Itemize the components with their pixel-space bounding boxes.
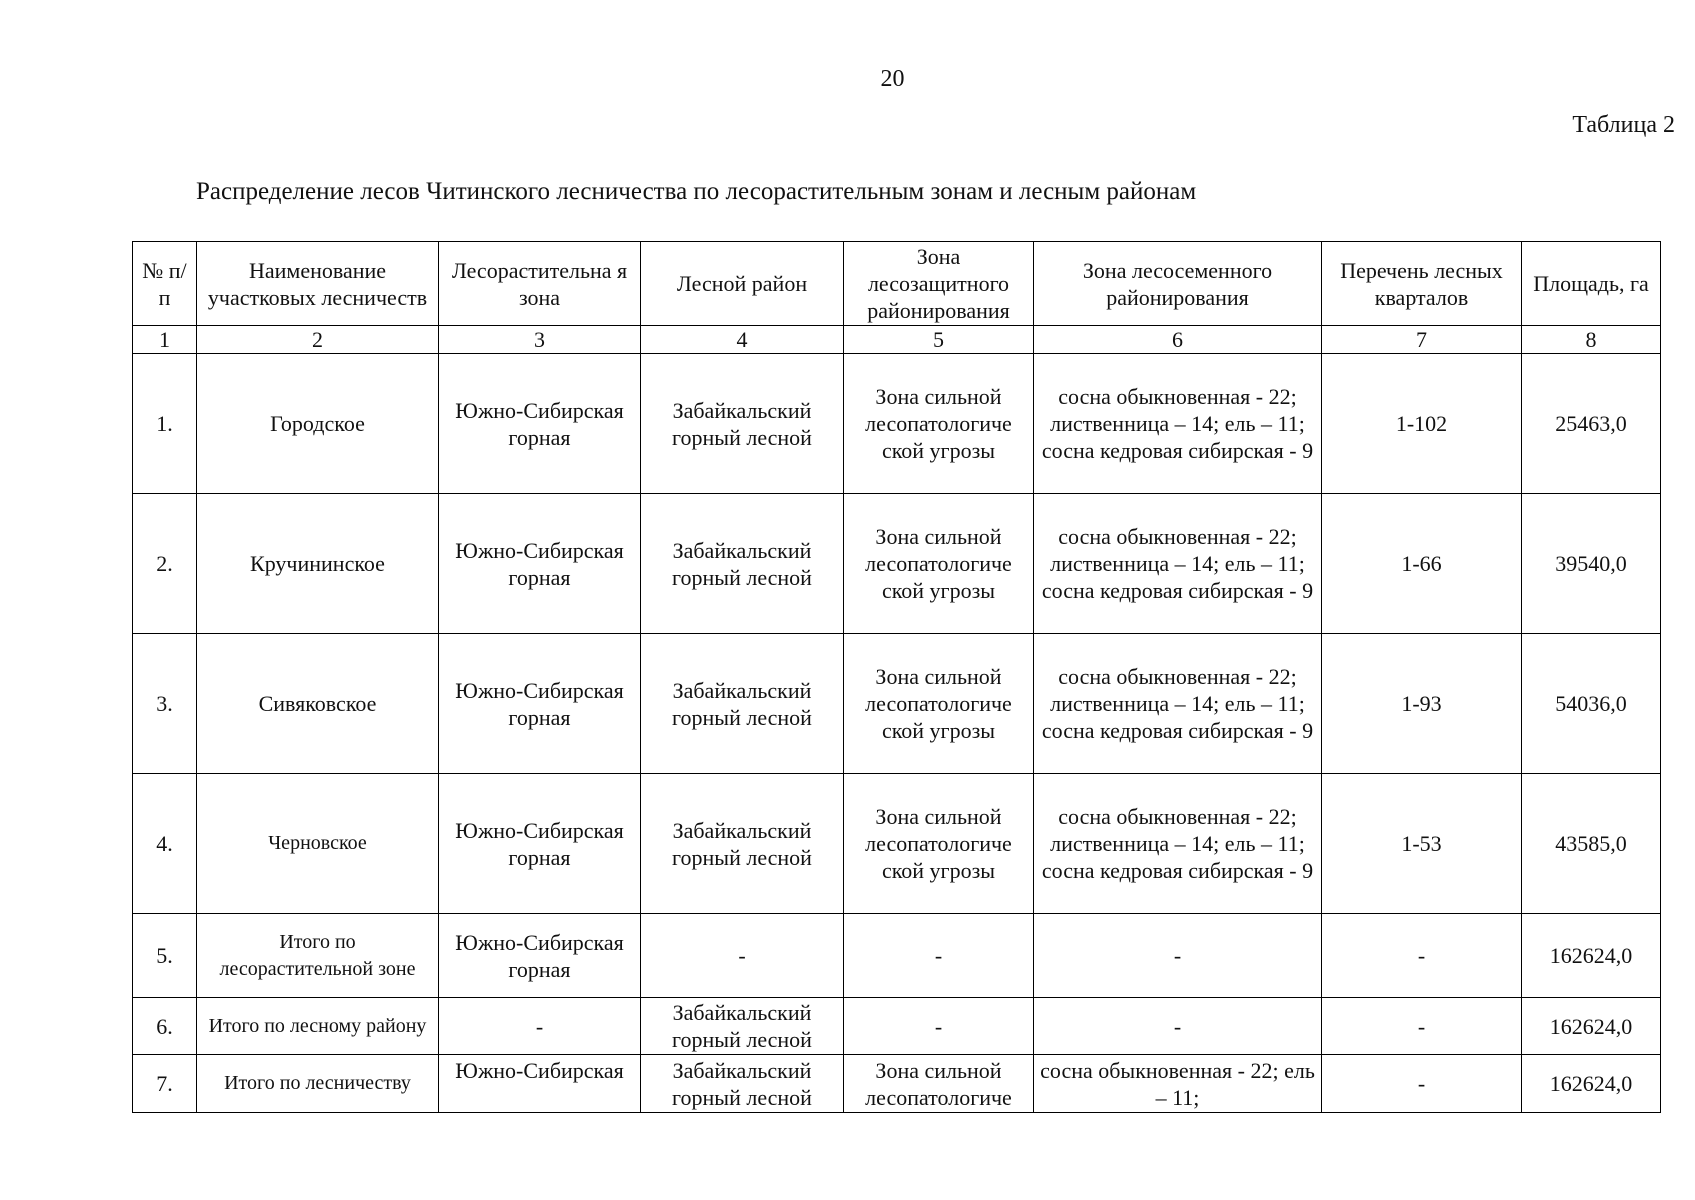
column-number: 2: [197, 326, 439, 354]
header-cell: Перечень лесных кварталов: [1322, 242, 1522, 326]
protection-zone: Зона сильной лесопатологиче ской угрозы: [844, 774, 1034, 914]
header-cell: Лесорастительна я зона: [439, 242, 641, 326]
area: 162624,0: [1522, 998, 1661, 1055]
protection-zone: -: [844, 998, 1034, 1055]
vegetation-zone: Южно-Сибирская горная: [439, 494, 641, 634]
vegetation-zone: Южно-Сибирская горная: [439, 774, 641, 914]
column-number: 3: [439, 326, 641, 354]
seed-zone: -: [1034, 998, 1322, 1055]
row-number: 3.: [133, 634, 197, 774]
area: 162624,0: [1522, 914, 1661, 998]
seed-zone: -: [1034, 914, 1322, 998]
quarters: 1-53: [1322, 774, 1522, 914]
forest-district: Забайкальский горный лесной: [641, 634, 844, 774]
seed-zone: сосна обыкновенная - 22; лиственница – 14; ель – 11; сосна кедровая сибирская - 9: [1034, 774, 1322, 914]
seed-zone: сосна обыкновенная - 22; лиственница – 14; ель – 11; сосна кедровая сибирская - 9: [1034, 634, 1322, 774]
area: 162624,0: [1522, 1055, 1661, 1113]
column-number: 5: [844, 326, 1034, 354]
header-cell: Наименование участковых лесничеств: [197, 242, 439, 326]
vegetation-zone: Южно-Сибирская: [439, 1055, 641, 1113]
quarters: -: [1322, 1055, 1522, 1113]
total-label: Итого по лесничеству: [197, 1055, 439, 1113]
header-row: [133, 242, 1661, 326]
forestry-name: Городское: [197, 354, 439, 494]
quarters: -: [1322, 998, 1522, 1055]
header-cell: Площадь, га: [1522, 242, 1661, 326]
forestry-name: Сивяковское: [197, 634, 439, 774]
column-number-row: [133, 326, 1661, 354]
total-row: [133, 914, 1661, 998]
forest-district: Забайкальский горный лесной: [641, 998, 844, 1055]
column-number: 8: [1522, 326, 1661, 354]
forestry-name: Кручининское: [197, 494, 439, 634]
forestry-name: Черновское: [197, 774, 439, 914]
vegetation-zone: Южно-Сибирская горная: [439, 354, 641, 494]
row-number: 1.: [133, 354, 197, 494]
total-row: [133, 998, 1661, 1055]
table-label: Таблица 2: [1572, 112, 1675, 138]
total-row: [133, 1055, 1661, 1113]
table-row: [133, 634, 1661, 774]
forest-distribution-table: [132, 241, 1661, 1113]
quarters: 1-66: [1322, 494, 1522, 634]
area: 39540,0: [1522, 494, 1661, 634]
row-number: 2.: [133, 494, 197, 634]
vegetation-zone: Южно-Сибирская горная: [439, 914, 641, 998]
row-number: 7.: [133, 1055, 197, 1113]
forest-district: Забайкальский горный лесной: [641, 494, 844, 634]
page-number: 20: [880, 66, 905, 92]
seed-zone: сосна обыкновенная - 22; лиственница – 14; ель – 11; сосна кедровая сибирская - 9: [1034, 354, 1322, 494]
protection-zone: Зона сильной лесопатологиче ской угрозы: [844, 634, 1034, 774]
column-number: 7: [1322, 326, 1522, 354]
forest-district: Забайкальский горный лесной: [641, 354, 844, 494]
seed-zone: сосна обыкновенная - 22; ель – 11;: [1034, 1055, 1322, 1113]
quarters: 1-102: [1322, 354, 1522, 494]
vegetation-zone: Южно-Сибирская горная: [439, 634, 641, 774]
vegetation-zone: -: [439, 998, 641, 1055]
row-number: 6.: [133, 998, 197, 1055]
area: 25463,0: [1522, 354, 1661, 494]
quarters: -: [1322, 914, 1522, 998]
protection-zone: Зона сильной лесопатологиче: [844, 1055, 1034, 1113]
header-cell: Зона лесосеменного районирования: [1034, 242, 1322, 326]
forest-district: Забайкальский горный лесной: [641, 774, 844, 914]
header-cell: Зона лесозащитного районирования: [844, 242, 1034, 326]
forest-district: -: [641, 914, 844, 998]
table-row: [133, 354, 1661, 494]
header-cell: № п/п: [133, 242, 197, 326]
header-cell: Лесной район: [641, 242, 844, 326]
column-number: 6: [1034, 326, 1322, 354]
row-number: 4.: [133, 774, 197, 914]
area: 54036,0: [1522, 634, 1661, 774]
table-row: [133, 774, 1661, 914]
seed-zone: сосна обыкновенная - 22; лиственница – 14; ель – 11; сосна кедровая сибирская - 9: [1034, 494, 1322, 634]
quarters: 1-93: [1322, 634, 1522, 774]
row-number: 5.: [133, 914, 197, 998]
forest-district: Забайкальский горный лесной: [641, 1055, 844, 1113]
column-number: 1: [133, 326, 197, 354]
document-title: Распределение лесов Читинского лесничества по лесорастительным зонам и лесным районам: [196, 178, 1197, 205]
table-row: [133, 494, 1661, 634]
column-number: 4: [641, 326, 844, 354]
area: 43585,0: [1522, 774, 1661, 914]
protection-zone: Зона сильной лесопатологиче ской угрозы: [844, 354, 1034, 494]
total-label: Итого по лесорастительной зоне: [197, 914, 439, 998]
protection-zone: -: [844, 914, 1034, 998]
protection-zone: Зона сильной лесопатологиче ской угрозы: [844, 494, 1034, 634]
total-label: Итого по лесному району: [197, 998, 439, 1055]
